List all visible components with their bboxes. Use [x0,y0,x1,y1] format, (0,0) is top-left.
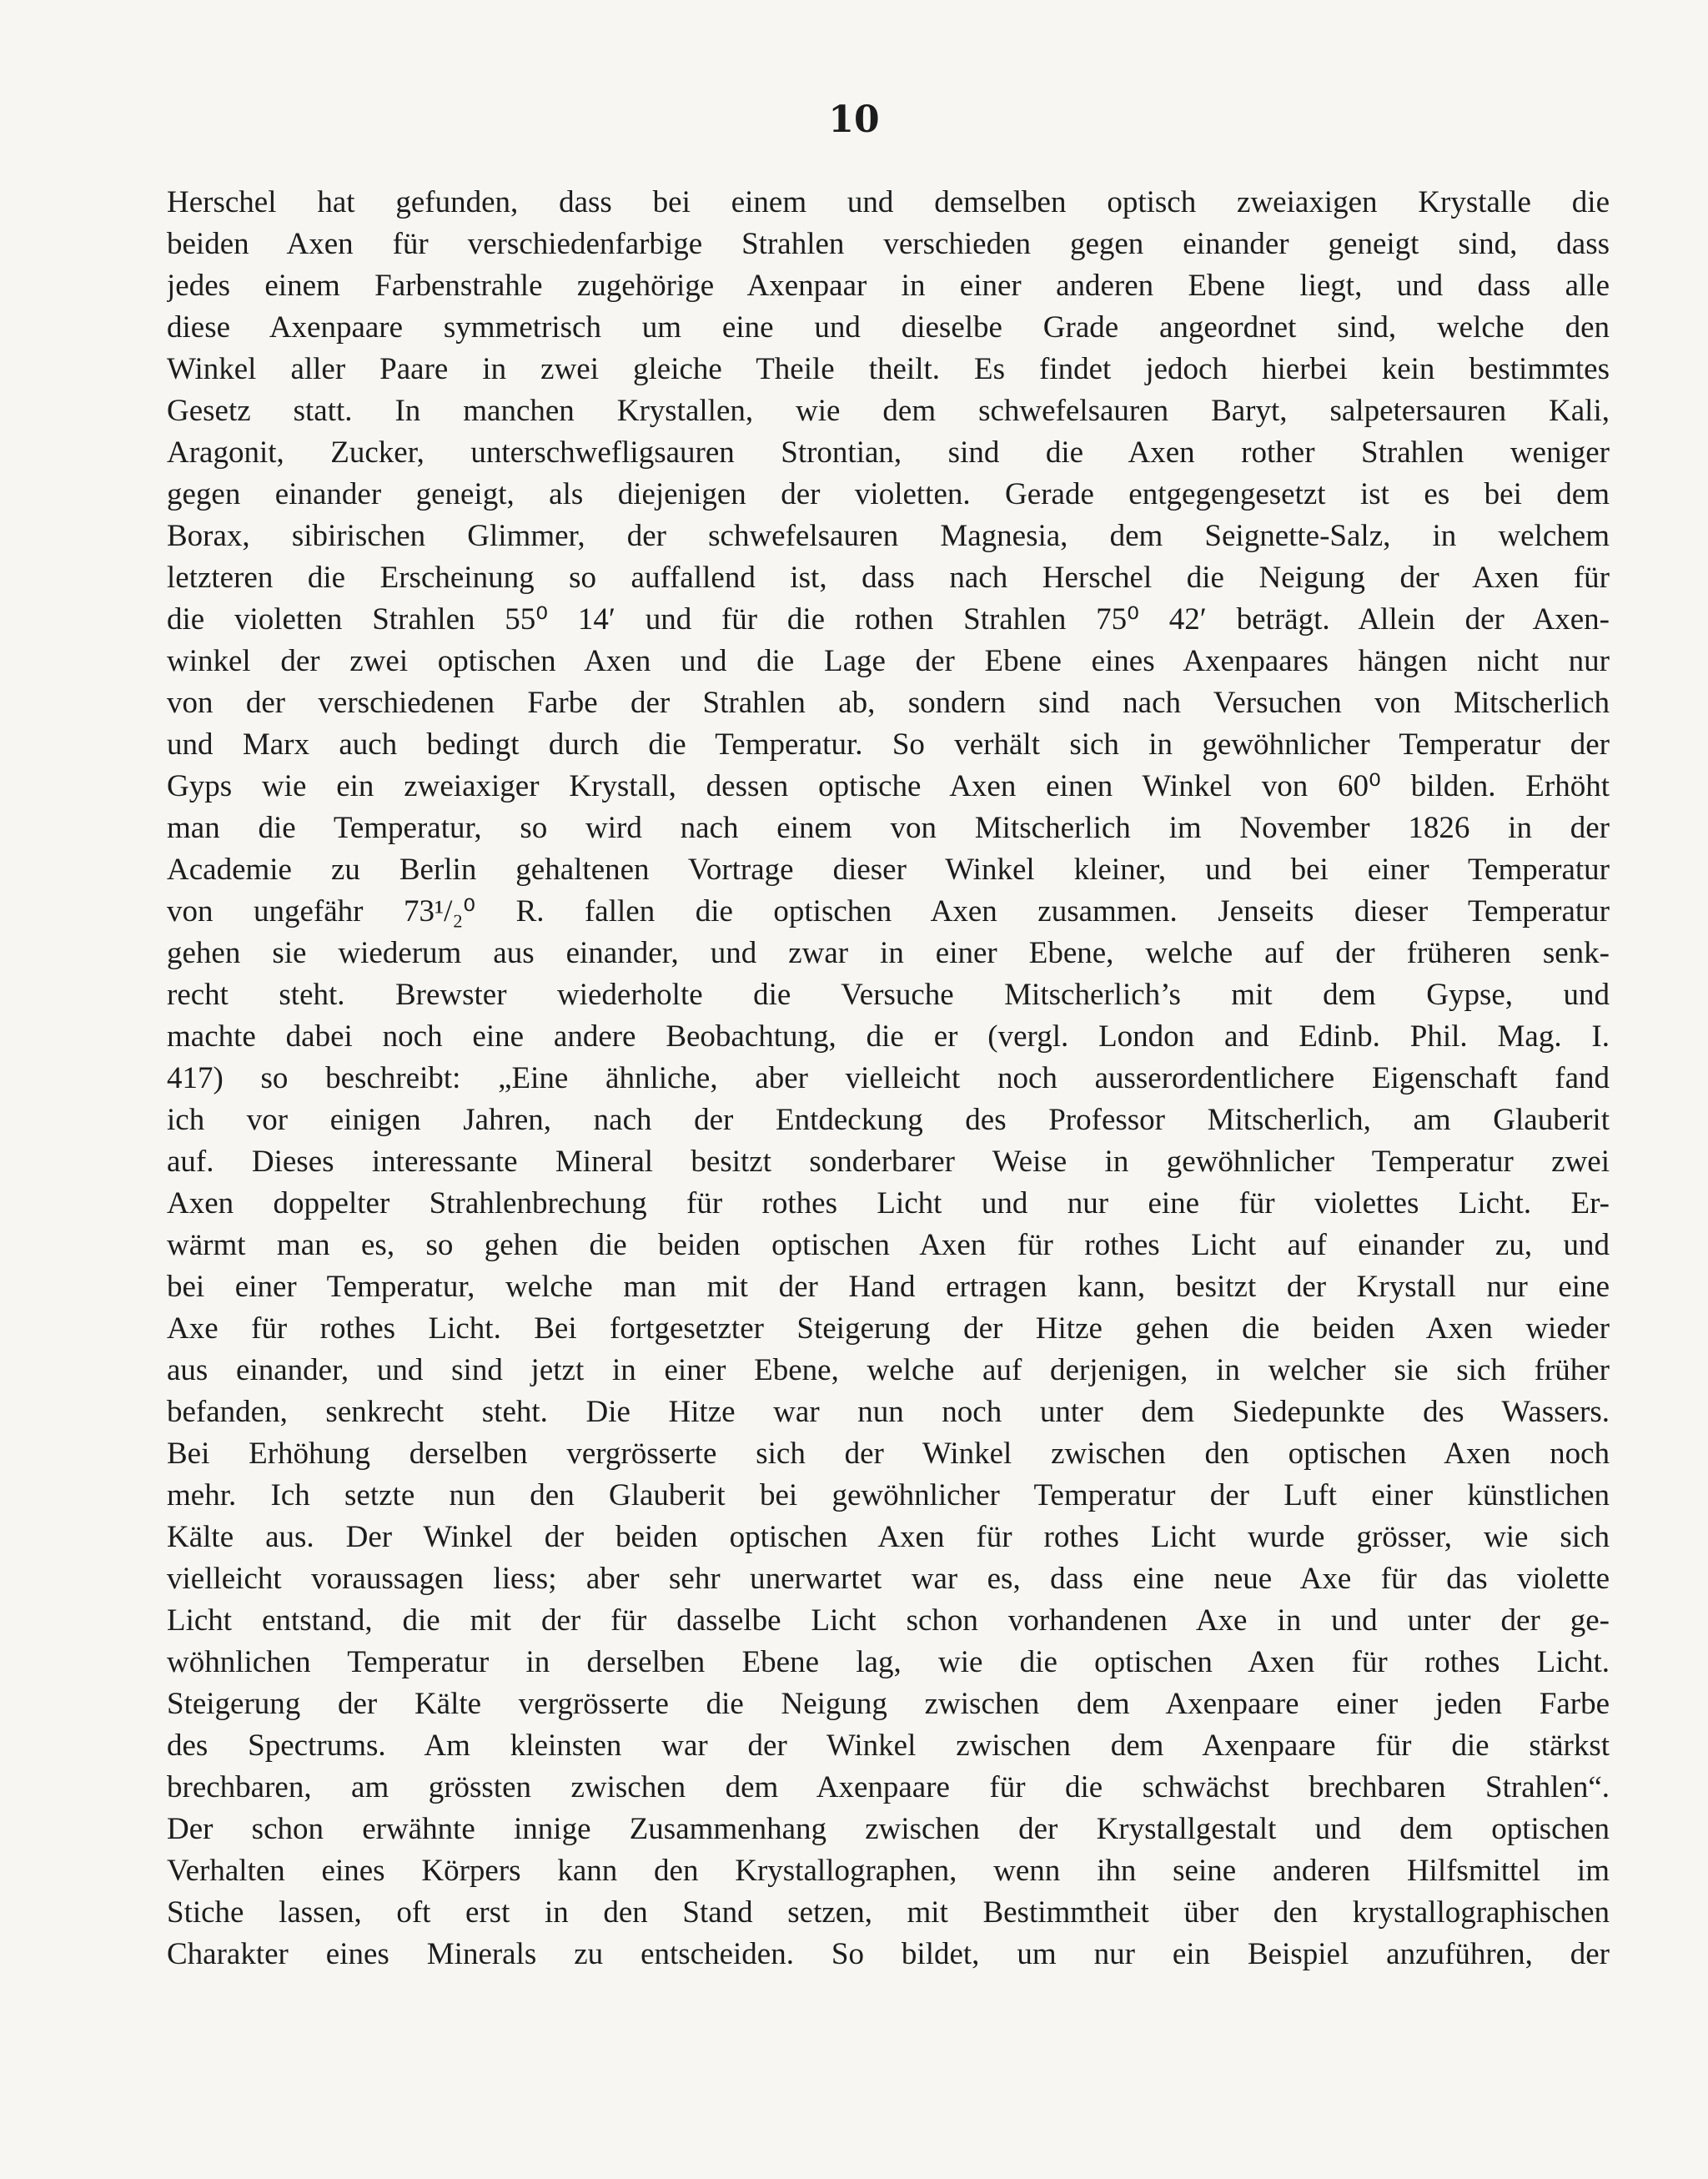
text-line: Aragonit, Zucker, unterschwefligsauren Strontian, sind die Axen rother Strahlen weniger [167,435,1610,470]
body-text [167,182,1610,1975]
text-line: Borax, sibirischen Glimmer, der schwefelsauren Magnesia, dem Seignette-Salz, in welchem [167,519,1610,553]
text-line: Licht entstand, die mit der für dasselbe Licht schon vorhandenen Axe in und unter der ge- [167,1603,1610,1638]
text-line: mehr. Ich setzte nun den Glauberit bei gewöhnlicher Temperatur der Luft einer künstlichen [167,1478,1610,1512]
text-line: gegen einander geneigt, als diejenigen der violetten. Gerade entgegengesetzt ist es bei dem [167,477,1610,511]
text-line: winkel der zwei optischen Axen und die Lage der Ebene eines Axenpaares hängen nicht nur [167,644,1610,678]
text-line: und Marx auch bedingt durch die Temperatur. So verhält sich in gewöhnlicher Temperatur der [167,727,1610,762]
text-line: Bei Erhöhung derselben vergrösserte sich der Winkel zwischen den optischen Axen noch [167,1437,1610,1471]
text-line: beiden Axen für verschiedenfarbige Strahlen verschieden gegen einander geneigt sind, dass [167,227,1610,261]
text-line: wärmt man es, so gehen die beiden optischen Axen für rothes Licht auf einander zu, und [167,1228,1610,1262]
text-line: Axen doppelter Strahlenbrechung für rothes Licht und nur eine für violettes Licht. Er- [167,1186,1610,1220]
text-line: vielleicht voraussagen liess; aber sehr unerwartet war es, dass eine neue Axe für das violette [167,1562,1610,1596]
text-line: gehen sie wiederum aus einander, und zwar in einer Ebene, welche auf der früheren senk- [167,936,1610,970]
text-line: Axe für rothes Licht. Bei fortgesetzter Steigerung der Hitze gehen die beiden Axen wieder [167,1311,1610,1346]
text-line: von ungefähr 73¹/₂⁰ R. fallen die optischen Axen zusammen. Jenseits dieser Temperatur [167,894,1610,928]
text-line: Charakter eines Minerals zu entscheiden. So bildet, um nur ein Beispiel anzuführen, der [167,1937,1610,1971]
text-line: befanden, senkrecht steht. Die Hitze war nun noch unter dem Siedepunkte des Wassers. [167,1395,1610,1429]
page-number: 10 [828,98,880,141]
text-line: 417) so beschreibt: „Eine ähnliche, aber vielleicht noch ausserordentlichere Eigenschaft fand [167,1061,1610,1095]
text-line: Stiche lassen, oft erst in den Stand setzen, mit Bestimmtheit über den krystallographischen [167,1895,1610,1930]
text-line: Steigerung der Kälte vergrösserte die Neigung zwischen dem Axenpaare einer jeden Farbe [167,1687,1610,1721]
text-line: wöhnlichen Temperatur in derselben Ebene lag, wie die optischen Axen für rothes Licht. [167,1645,1610,1679]
text-line: jedes einem Farbenstrahle zugehörige Axenpaar in einer anderen Ebene liegt, und dass alle [167,269,1610,303]
text-line: bei einer Temperatur, welche man mit der Hand ertragen kann, besitzt der Krystall nur eine [167,1270,1610,1304]
text-line: auf. Dieses interessante Mineral besitzt sonderbarer Weise in gewöhnlicher Temperatur zwei [167,1145,1610,1179]
text-line: Gesetz statt. In manchen Krystallen, wie dem schwefelsauren Baryt, salpetersauren Kali, [167,394,1610,428]
text-line: recht steht. Brewster wiederholte die Versuche Mitscherlich’s mit dem Gypse, und [167,978,1610,1012]
text-line: Verhalten eines Körpers kann den Krystallographen, wenn ihn seine anderen Hilfsmittel im [167,1854,1610,1888]
text-line: man die Temperatur, so wird nach einem von Mitscherlich im November 1826 in der [167,811,1610,845]
text-line: ich vor einigen Jahren, nach der Entdeckung des Professor Mitscherlich, am Glauberit [167,1103,1610,1137]
text-line: von der verschiedenen Farbe der Strahlen ab, sondern sind nach Versuchen von Mitscherlich [167,686,1610,720]
text-line: Winkel aller Paare in zwei gleiche Theile theilt. Es findet jedoch hierbei kein bestimmtes [167,352,1610,386]
text-line: letzteren die Erscheinung so auffallend ist, dass nach Herschel die Neigung der Axen für [167,561,1610,595]
text-line: diese Axenpaare symmetrisch um eine und dieselbe Grade angeordnet sind, welche den [167,310,1610,345]
text-line: Der schon erwähnte innige Zusammenhang zwischen der Krystallgestalt und dem optischen [167,1812,1610,1846]
text-line: des Spectrums. Am kleinsten war der Winkel zwischen dem Axenpaare für die stärkst [167,1729,1610,1763]
text-line: machte dabei noch eine andere Beobachtung, die er (vergl. London and Edinb. Phil. Mag. I. [167,1019,1610,1054]
text-line: die violetten Strahlen 55⁰ 14′ und für die rothen Strahlen 75⁰ 42′ beträgt. Allein der Axen- [167,602,1610,637]
text-line: Academie zu Berlin gehaltenen Vortrage dieser Winkel kleiner, und bei einer Temperatur [167,853,1610,887]
text-line: aus einander, und sind jetzt in einer Ebene, welche auf derjenigen, in welcher sie sich früher [167,1353,1610,1387]
text-line: Kälte aus. Der Winkel der beiden optischen Axen für rothes Licht wurde grösser, wie sich [167,1520,1610,1554]
text-line: Herschel hat gefunden, dass bei einem und demselben optisch zweiaxigen Krystalle die [167,185,1610,219]
text-line: Gyps wie ein zweiaxiger Krystall, dessen optische Axen einen Winkel von 60⁰ bilden. Erhöht [167,769,1610,803]
text-line: brechbaren, am grössten zwischen dem Axenpaare für die schwächst brechbaren Strahlen“. [167,1770,1610,1804]
